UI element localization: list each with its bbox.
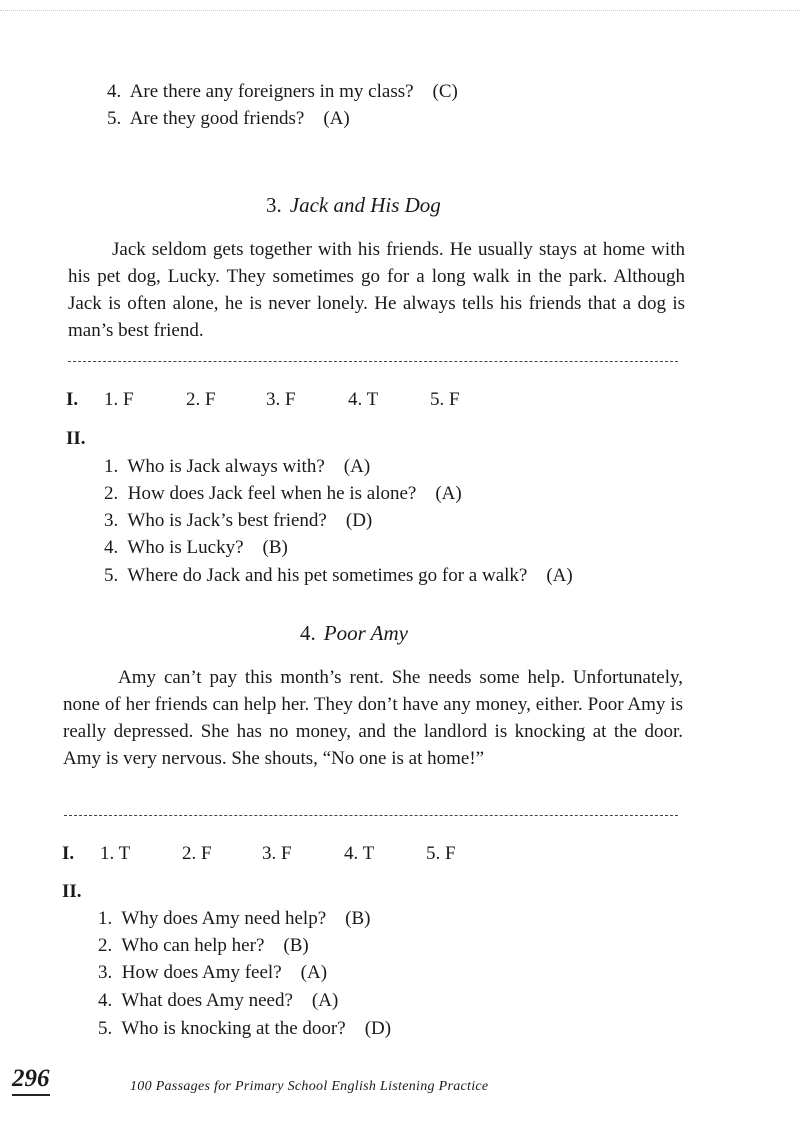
- question-line: 2. How does Jack feel when he is alone? (A): [104, 483, 462, 504]
- part1-label: I.: [66, 389, 79, 410]
- answer-item: 2. F: [182, 843, 212, 864]
- part2-label: II.: [62, 881, 82, 902]
- section-title: 3. Jack and His Dog: [266, 193, 441, 217]
- divider: [64, 815, 678, 816]
- question-line: 3. How does Amy feel? (A): [98, 962, 328, 983]
- answer-item: 5. F: [426, 843, 456, 864]
- question-line: 3. Who is Jack’s best friend? (D): [104, 510, 373, 531]
- question-line: 2. Who can help her? (B): [98, 935, 309, 956]
- passage: Amy can’t pay this month’s rent. She needs some help. Unfortunately, none of her friends can help her. They don’t have any money, either. Poor Amy is really depressed. She has no money, and the landlord is knocking at the door. Amy is very nervous. She shouts, “No one is at home!”: [63, 667, 683, 769]
- answer-item: 1. T: [100, 843, 131, 864]
- answer-item: 4. T: [344, 843, 375, 864]
- page-number: 296: [12, 1066, 50, 1096]
- answer-item: 4. T: [348, 389, 379, 410]
- question-line: 5. Where do Jack and his pet sometimes go for a walk? (A): [104, 565, 573, 586]
- question-line: 5. Are they good friends? (A): [107, 108, 350, 129]
- part1-label: I.: [62, 843, 75, 864]
- book-title: 100 Passages for Primary School English Listening Practice: [130, 1079, 489, 1094]
- question-line: 1. Who is Jack always with? (A): [104, 456, 371, 477]
- top-border: [0, 10, 800, 11]
- section-title: 4. Poor Amy: [300, 621, 408, 645]
- question-line: 4. Who is Lucky? (B): [104, 537, 288, 558]
- divider: [68, 361, 678, 362]
- answer-item: 1. F: [104, 389, 134, 410]
- answer-item: 3. F: [262, 843, 292, 864]
- question-line: 1. Why does Amy need help? (B): [98, 908, 371, 929]
- answer-item: 5. F: [430, 389, 460, 410]
- question-line: 4. What does Amy need? (A): [98, 990, 339, 1011]
- true-false-answers: [100, 844, 456, 863]
- answer-item: 3. F: [266, 389, 296, 410]
- question-line: 4. Are there any foreigners in my class? (C): [107, 81, 458, 102]
- question-line: 5. Who is knocking at the door? (D): [98, 1018, 392, 1039]
- passage: Jack seldom gets together with his friends. He usually stays at home with his pet dog, Lucky. They sometimes go for a long walk in the park. Although Jack is often alone, he is never lonely. He always tells his friends that a dog is man’s best friend.: [68, 239, 685, 341]
- answer-item: 2. F: [186, 389, 216, 410]
- true-false-answers: [104, 390, 460, 409]
- part2-label: II.: [66, 428, 86, 449]
